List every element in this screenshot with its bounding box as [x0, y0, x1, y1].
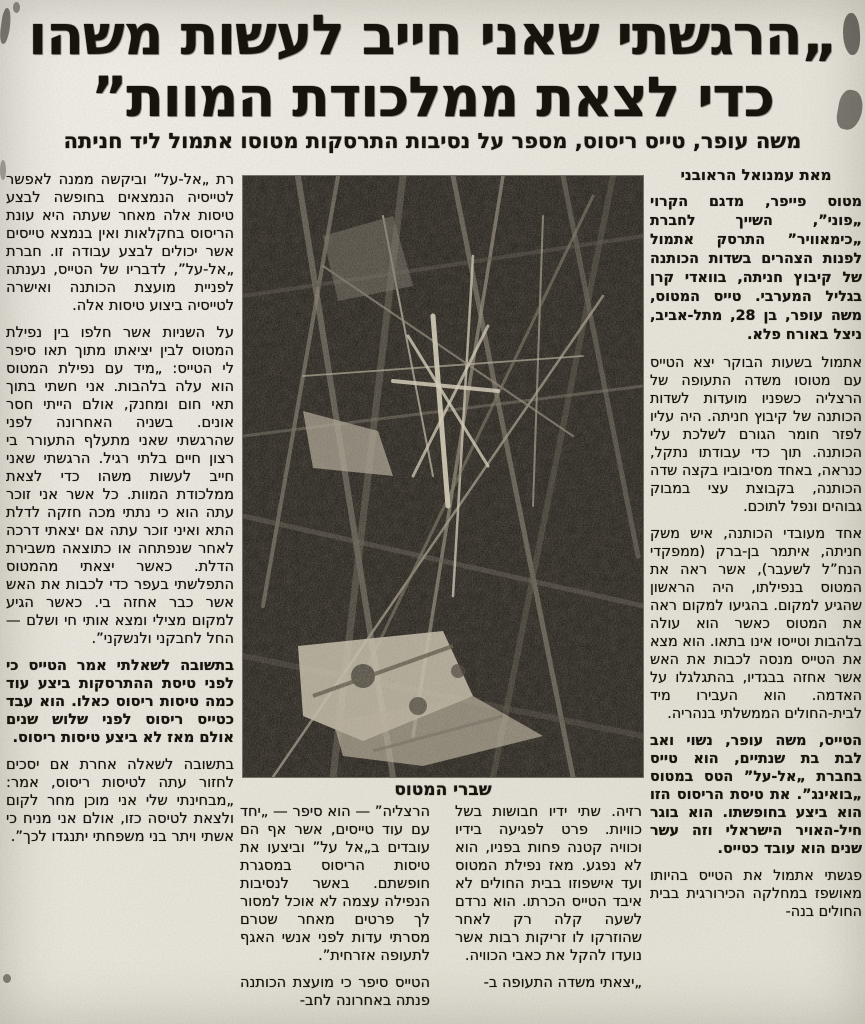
wreckage-photo-art [243, 176, 643, 777]
paragraph: בתשובה לשאלתי אמר הטייס כי לפני טיסת ההתרסקות ביצע עוד כמה טיסות ריסוס כאלו. הוא עבד כטייס ריסוס לפני שלוש שנים אולם מאז לא ביצע טיסות ריסוס. [6, 657, 234, 746]
article-column-right [650, 166, 862, 1022]
lead-paragraph: מטוס פייפר, מדגם הקרוי „פוני”, השייך לחברת „כימאוויר” התרסק אתמול לפנות הצהרים בשדות הכותנה של קיבוץ חניתה, בוואדי קרן בגליל המערבי. טייס המטוס, משה עופר, בן 28, מתל-אביב, ניצל באורח פלא. [650, 194, 862, 343]
paragraph: אחד מעובדי הכותנה, איש משק חניתה, איתמר בן-ברק (ממפקדי הנח”ל לשעבר), אשר ראה את המטוס בנפילתו, היה הראשון שהגיע למקום. בהגיעו למקום ראה את המטוס כאשר הוא עולה בלהבות וטייסו אינו בתאו. הוא מצא את הטייס מנסה לכבות את האש אשר אחזה בבגדיו, בהתגלגלו על האדמה. הוא העבירו מיד לבית-החולים הממשלתי בנהריה. [650, 526, 862, 722]
paragraph: הרצליה” — הוא סיפר — „יחד עם עוד טייסים, אשר אף הם עובדים ב„אל על” וביצעו את טיסות הריסוס במסגרת חופשתם. באשר לנסיבות הנפילה עצמה לא אוכל למסור לך פרטים מאחר שטרם מסרתי עדות לפני אנשי האגף לתעופה אזרחית”. [240, 803, 430, 964]
paragraph: רזיה. שתי ידיו חבושות בשל כוויות. פרט לפגיעה בידיו וכוויה קטנה פחות בפניו, הוא לא נפגע. מאז נפילת המטוס ועד אישפוזו בבית החולים לא איבד הטייס הכרתו. הוא נרדם לשעה קלה רק לאחר שהוזרקו לו זריקות רבות אשר נועדו להקל את כאבי הכוויה. [455, 803, 642, 964]
subheadline: משה עופר, טייס ריסוס, מספר על נסיבות התרסקות מטוסו אתמול ליד חניתה [63, 129, 802, 153]
paragraph: הטייס, משה עופר, נשוי ואב לבת בת שנתיים, הוא טייס בחברת „אל-על” הטס במטוס „בואינג”. את טיסת הריסוס הזו הוא ביצע בחופשתו. הוא בוגר חיל-האויר הישראלי וזה עשר שנים הוא עובד כטייס. [650, 733, 862, 857]
paragraph: בתשובה לשאלה אחרת אם יסכים לחזור עתה לטיסות ריסוס, אמר: „מבחינתי שלי אני מוכן מחר לקום ולצאת לטיסה כזו, אולם אני מניח כי אשתי ויתר בני משפחתי יתנגדו לכך”. [6, 756, 234, 845]
byline: מאת עמנואל הראובני [680, 166, 832, 184]
paragraph: על השניות אשר חלפו בין נפילת המטוס לבין יציאתו מתוך תאו סיפר לי הטייס: „מיד עם נפילת המטוס הוא עלה בלהבות. אני חשתי בתוך תאי חום ומחנק, אולם הייתי חסר אונים. בשניה האחרונה לפני שהרגשתי שאני מתעלף התעורר בי רצון חיים בלתי רגיל. הרגשתי שאני חייב לעשות משהו כדי לצאת ממלכודת המוות. כל אשר אני זוכר עתה הוא כי נתתי מכה חזקה לדלת התא ואיני זוכר עתה אם יצאתי דרכה לאחר שנפתחה או כתוצאה משבירת הדלת. כאשר יצאתי מהמטוס התפלשתי בעפר כדי לכבות את האש אשר כבר אחזה בי. כאשר הגיע למקום מצילי ומצא אותי חי ושלם — החל לחבקני ולנשקני”. [6, 324, 234, 647]
photo-caption: שברי המטוס [394, 780, 492, 800]
headline-line-2: כדי לצאת ממלכודת המוות” [91, 65, 774, 129]
headline-line-1: „הרגשתי שאני חייב לעשות משהו [28, 3, 837, 67]
paragraph: פגשתי אתמול את הטייס בהיותו מאושפז במחלקה הכירורגית בבית החולים בנה- [650, 868, 862, 920]
paragraph: הטייס סיפר כי מועצת הכותנה פנתה באחרונה לחב- [240, 974, 430, 1009]
paragraph: אתמול בשעות הבוקר יצא הטייס עם מטוסו משדה התעופה של הרצליה כשפניו מועדות לשדות הכותנה של קיבוץ חניתה. היה עליו לפזר חומר הגורם לשלכת עלי הכותנה. תוך כדי עבודתו נתקל, כנראה, באחד מסיבוביו בקצה שדה הכותנה, בקבוצת עצי במבוק גבוהים ונפל לתוכם. [650, 355, 862, 515]
article-column-left [6, 171, 234, 1022]
main-headline [0, 0, 865, 128]
article-column-middle-right [455, 803, 642, 1022]
paragraph: רת „אל-על” וביקשה ממנה לאפשר לטייסיה הנמצאים בחופשה לבצע טיסות אלה מאחר שעתה היא עונת הריסוס בחקלאות ואין בנמצא טייסים אשר יכולים לבצע עבודה זו. חברת „אל-על”, לדבריו של הטייס, נענתה לפניית מועצת הכותנה ואישרה לטייסיה ביצוע טיסות אלה. [6, 171, 234, 314]
paragraph: „יצאתי משדה התעופה ב- [483, 974, 642, 991]
wreckage-photo [243, 176, 643, 777]
article-column-middle-left [240, 803, 430, 1022]
